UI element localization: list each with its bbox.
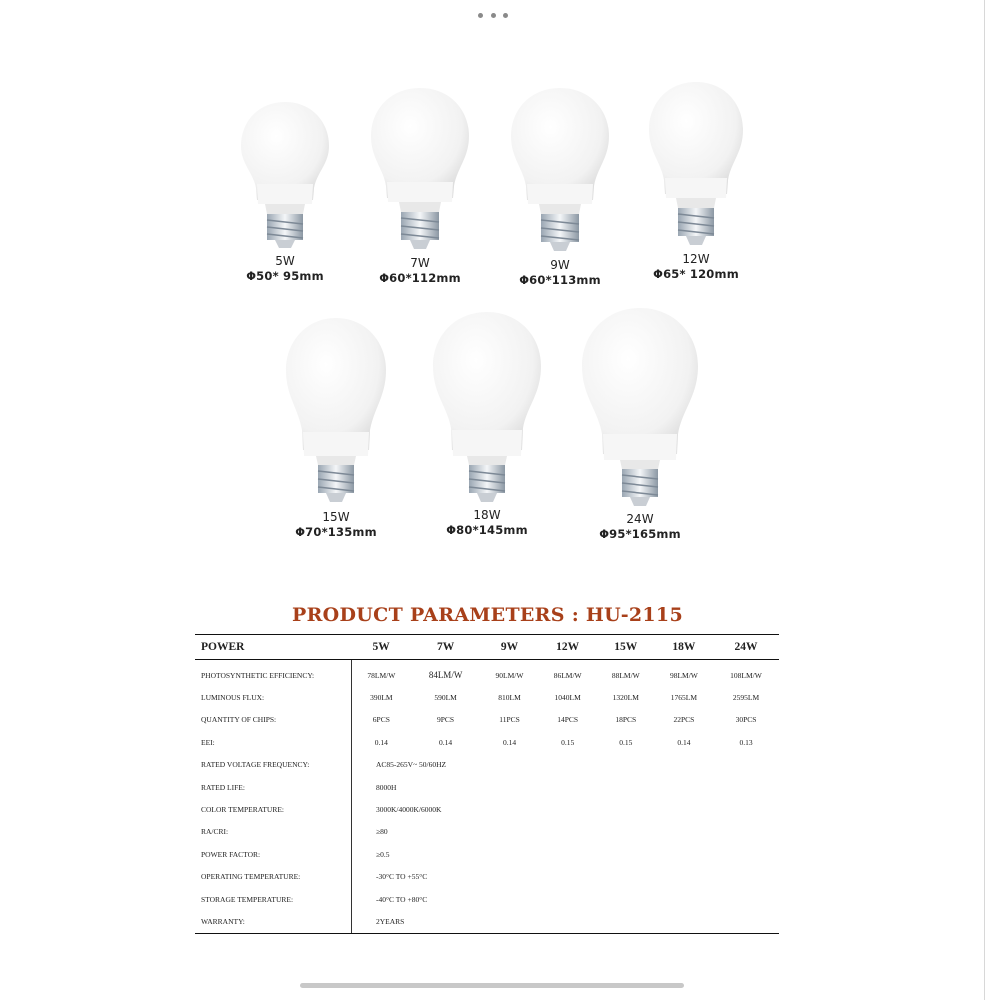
param-value: 84LM/W xyxy=(428,670,463,681)
param-label: COLOR TEMPERATURE: xyxy=(201,805,284,815)
bulb-12w xyxy=(636,78,756,282)
bulb-watt-label: 18W xyxy=(473,508,501,522)
more-dots-icon[interactable] xyxy=(478,10,508,20)
param-value: 0.14 xyxy=(502,737,517,747)
bulb-24w xyxy=(570,304,710,542)
header-15w: 15W xyxy=(597,635,655,660)
param-label: STORAGE TEMPERATURE: xyxy=(201,894,294,904)
param-label: EEI: xyxy=(201,737,215,747)
param-value: 0.15 xyxy=(561,737,575,747)
header-7w: 7W xyxy=(411,635,481,660)
param-value: 11PCS xyxy=(499,715,520,725)
table-row xyxy=(195,888,779,910)
bulb-watt-label: 5W xyxy=(275,254,295,268)
params-title: PRODUCT PARAMETERS : HU-2115 xyxy=(292,604,683,626)
param-value: 14PCS xyxy=(557,715,579,725)
params-table xyxy=(195,634,779,934)
param-label: OPERATING TEMPERATURE: xyxy=(201,872,301,882)
bulb-watt-label: 7W xyxy=(410,256,430,270)
param-label: LUMINOUS FLUX: xyxy=(201,693,265,703)
bulb-watt-label: 9W xyxy=(550,258,570,272)
param-value: 590LM xyxy=(434,693,457,703)
table-row xyxy=(195,686,779,708)
bulb-watt-label: 24W xyxy=(626,512,654,526)
header-5w: 5W xyxy=(352,635,411,660)
header-18w: 18W xyxy=(655,635,713,660)
param-label: RA/CRI: xyxy=(201,827,229,837)
table-row xyxy=(195,843,779,865)
bulb-24w-icon xyxy=(576,304,704,510)
param-value: 86LM/W xyxy=(553,670,582,680)
param-value: 3000K/4000K/6000K xyxy=(352,798,780,820)
param-value: -40°C TO +80°C xyxy=(352,888,780,910)
bulb-12w-icon xyxy=(643,78,749,250)
bulb-7w-icon xyxy=(365,84,475,254)
param-label: PHOTOSYNTHETIC EFFICIENCY: xyxy=(201,670,315,680)
param-value: 78LM/W xyxy=(352,664,411,686)
param-label: WARRANTY: xyxy=(195,910,352,933)
bulb-5w xyxy=(225,98,345,284)
bulb-18w xyxy=(422,308,552,538)
param-value: 0.13 xyxy=(739,737,753,747)
param-value: ≥0.5 xyxy=(352,843,780,865)
param-value: 1320LM xyxy=(612,693,639,703)
param-value: 90LM/W xyxy=(495,670,524,680)
table-row xyxy=(195,910,779,933)
table-row xyxy=(195,731,779,753)
page-frame-line xyxy=(984,0,985,1000)
param-label: POWER FACTOR: xyxy=(201,849,261,859)
param-value: 9PCS xyxy=(437,715,455,725)
param-value: AC85-265V~ 50/60HZ xyxy=(352,754,780,776)
header-9w: 9W xyxy=(480,635,538,660)
bulb-15w xyxy=(276,314,396,540)
table-row xyxy=(195,776,779,798)
table-row xyxy=(195,798,779,820)
table-row xyxy=(195,754,779,776)
bulb-18w-icon xyxy=(427,308,547,506)
param-value: 30PCS xyxy=(735,715,757,725)
bulb-size-label: Φ60*112mm xyxy=(379,271,461,285)
bulb-size-label: Φ65* 120mm xyxy=(653,267,739,281)
param-label: RATED VOLTAGE FREQUENCY: xyxy=(201,760,310,770)
bulb-9w xyxy=(500,84,620,288)
param-value: ≥80 xyxy=(352,821,780,843)
bulb-size-label: Φ70*135mm xyxy=(295,525,377,539)
param-value: 2YEARS xyxy=(352,910,780,933)
param-value: 0.14 xyxy=(439,737,453,747)
bulb-15w-icon xyxy=(280,314,392,508)
header-24w: 24W xyxy=(713,635,779,660)
param-value: 6PCS xyxy=(352,709,411,731)
params-header-row xyxy=(195,635,779,660)
param-value: 0.14 xyxy=(352,731,411,753)
param-value: 0.15 xyxy=(619,737,633,747)
param-value: 810LM xyxy=(498,693,521,703)
param-value: 108LM/W xyxy=(730,670,762,680)
param-value: 98LM/W xyxy=(669,670,698,680)
header-12w: 12W xyxy=(539,635,597,660)
header-power: POWER xyxy=(195,635,352,660)
table-row xyxy=(195,664,779,686)
bulb-5w-icon xyxy=(235,98,335,252)
param-value: 1765LM xyxy=(670,693,698,703)
param-value: 2595LM xyxy=(732,693,760,703)
bulb-size-label: Φ50* 95mm xyxy=(246,269,324,283)
param-label: QUANTITY OF CHIPS: xyxy=(201,715,277,725)
param-value: 0.14 xyxy=(677,737,691,747)
param-value: 1040LM xyxy=(554,693,581,703)
bulb-7w xyxy=(360,84,480,286)
bulb-watt-label: 15W xyxy=(322,510,350,524)
bulb-watt-label: 12W xyxy=(682,252,710,266)
table-row xyxy=(195,866,779,888)
bulb-size-label: Φ60*113mm xyxy=(519,273,601,287)
param-value: -30°C TO +55°C xyxy=(352,866,780,888)
home-indicator[interactable] xyxy=(300,983,684,988)
param-label: RATED LIFE: xyxy=(201,782,245,792)
param-value: 18PCS xyxy=(615,715,637,725)
table-row xyxy=(195,821,779,843)
bulb-size-label: Φ80*145mm xyxy=(446,523,528,537)
bulb-size-label: Φ95*165mm xyxy=(599,527,681,541)
bulb-9w-icon xyxy=(505,84,615,256)
param-value: 88LM/W xyxy=(611,670,640,680)
param-value: 390LM xyxy=(352,686,411,708)
table-row xyxy=(195,709,779,731)
param-value: 8000H xyxy=(352,776,780,798)
param-value: 22PCS xyxy=(673,715,695,725)
